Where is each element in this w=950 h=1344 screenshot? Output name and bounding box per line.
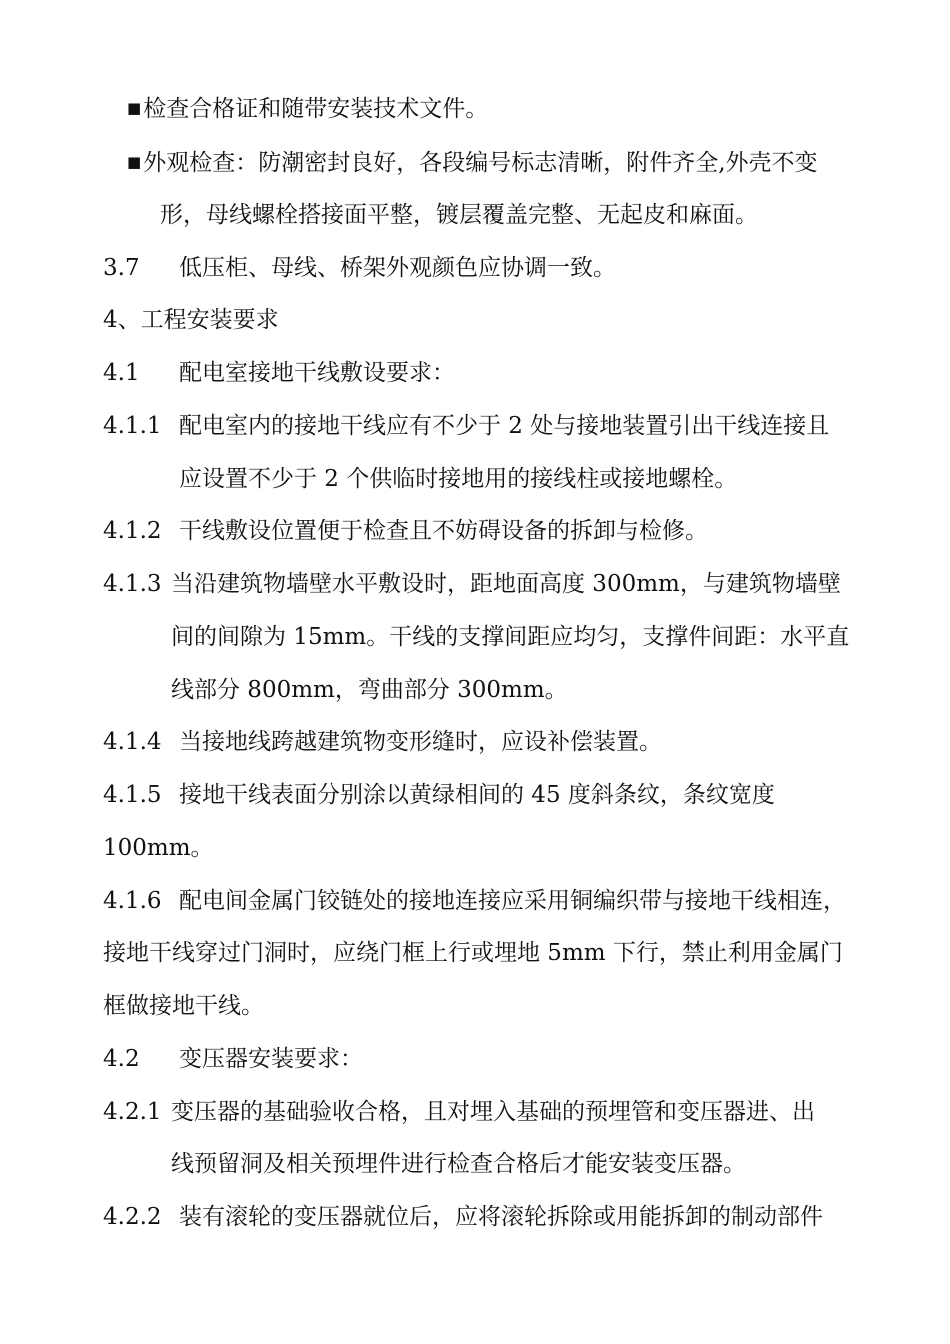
- section-4-1-6: [103, 886, 846, 916]
- paragraph-text: 线预留洞及相关预埋件进行检查合格后才能安装变压器。: [171, 1151, 746, 1177]
- section-4-2: [103, 1044, 363, 1074]
- section-number: 4.1.4: [103, 729, 162, 755]
- square-bullet-icon: ■: [127, 153, 142, 171]
- paragraph-continuation: [103, 938, 843, 968]
- section-4-1-2: [103, 516, 708, 546]
- paragraph-continuation: [171, 675, 568, 705]
- paragraph-text: 框做接地干线。: [103, 993, 264, 1019]
- paragraph-text: 干线敷设位置便于检查且不妨碍设备的拆卸与检修。: [179, 518, 708, 544]
- section-heading: 4、工程安装要求: [103, 307, 279, 333]
- section-number: 4.2.2: [103, 1204, 162, 1230]
- section-number: 4.1.5: [103, 782, 162, 808]
- paragraph-text: 低压柜、母线、桥架外观颜色应协调一致。: [179, 255, 616, 281]
- section-number: 4.2.1: [103, 1099, 162, 1125]
- section-4-1-5: [103, 780, 775, 810]
- paragraph-continuation: [160, 200, 758, 230]
- paragraph-text: 配电室内的接地干线应有不少于 2 处与接地装置引出干线连接且: [179, 413, 830, 439]
- paragraph-continuation: [103, 991, 264, 1021]
- section-4-1-1: [103, 411, 829, 441]
- section-4-2-1: [103, 1097, 815, 1127]
- section-number: 4.1: [103, 360, 140, 386]
- section-number: 4.1.6: [103, 888, 162, 914]
- paragraph-text: 检查合格证和随带安装技术文件。: [143, 96, 489, 122]
- section-number: 4.1.3: [103, 571, 162, 597]
- paragraph-text: 当沿建筑物墙壁水平敷设时，距地面高度 300mm，与建筑物墙壁: [171, 571, 841, 597]
- paragraph-text: 线部分 800mm，弯曲部分 300mm。: [171, 677, 568, 703]
- section-number: 4.1.2: [103, 518, 162, 544]
- paragraph-continuation: [171, 1149, 746, 1179]
- paragraph-text: 接地干线穿过门洞时，应绕门框上行或埋地 5mm 下行，禁止利用金属门: [103, 940, 843, 966]
- paragraph-continuation: [103, 833, 214, 863]
- paragraph-text: 配电室接地干线敷设要求：: [179, 360, 455, 386]
- paragraph-continuation: [171, 622, 849, 652]
- paragraph-bullet-appearance: [127, 147, 818, 177]
- section-4-1: [103, 358, 455, 388]
- paragraph-text: 变压器安装要求：: [179, 1046, 363, 1072]
- section-number: 3.7: [103, 255, 140, 281]
- section-4-1-3: [103, 569, 841, 599]
- paragraph-text: 当接地线跨越建筑物变形缝时，应设补偿装置。: [179, 729, 662, 755]
- paragraph-text: 接地干线表面分别涂以黄绿相间的 45 度斜条纹，条纹宽度: [179, 782, 775, 808]
- paragraph-text: 装有滚轮的变压器就位后，应将滚轮拆除或用能拆卸的制动部件: [179, 1204, 823, 1230]
- square-bullet-icon: ■: [127, 99, 142, 117]
- section-number: 4.1.1: [103, 413, 162, 439]
- section-3-7: [103, 253, 616, 283]
- paragraph-continuation: [179, 464, 737, 494]
- paragraph-text: 应设置不少于 2 个供临时接地用的接线柱或接地螺栓。: [179, 466, 738, 492]
- paragraph-text: 变压器的基础验收合格，且对埋入基础的预埋管和变压器进、出: [171, 1099, 815, 1125]
- section-4-2-2: [103, 1202, 823, 1232]
- paragraph-text: 形，母线螺栓搭接面平整，镀层覆盖完整、无起皮和麻面。: [160, 202, 758, 228]
- paragraph-text: 100mm。: [103, 835, 214, 861]
- section-number: 4.2: [103, 1046, 140, 1072]
- section-heading-4: [103, 305, 279, 335]
- paragraph-text: 间的间隙为 15mm。干线的支撑间距应均匀，支撑件间距：水平直: [171, 624, 850, 650]
- paragraph-text: 配电间金属门铰链处的接地连接应采用铜编织带与接地干线相连，: [179, 888, 846, 914]
- section-4-1-4: [103, 727, 662, 757]
- paragraph-bullet-certificate: [127, 93, 488, 123]
- paragraph-text: 外观检查：防潮密封良好，各段编号标志清晰，附件齐全,外壳不变: [143, 150, 818, 176]
